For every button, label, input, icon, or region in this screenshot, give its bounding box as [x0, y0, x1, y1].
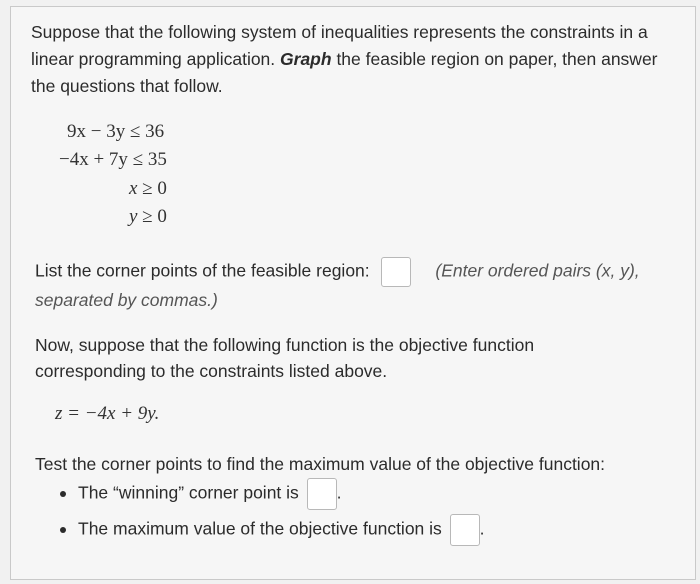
- winning-row: The “winning” corner point is .: [78, 478, 342, 510]
- constraint-3-lhs: x: [129, 178, 138, 199]
- corner-points-input[interactable]: [381, 257, 411, 287]
- objective-text-2: corresponding to the constraints listed above.: [35, 361, 388, 381]
- constraint-1-lhs: 9x − 3y: [67, 121, 126, 142]
- constraint-2-lhs: −4x + 7y: [59, 149, 128, 170]
- corner-points-hint-2: separated by commas.): [35, 290, 218, 310]
- winning-label: The “winning” corner point is: [78, 482, 299, 503]
- winning-point-input[interactable]: [307, 478, 337, 510]
- bullet-dot: [60, 491, 66, 497]
- max-value-input[interactable]: [450, 514, 480, 546]
- intro-graph-word: Graph: [280, 49, 332, 69]
- constraint-4-lhs: y: [129, 206, 138, 227]
- objective-formula: z = −4x + 9y.: [55, 403, 160, 424]
- max-value-label: The maximum value of the objective function is: [78, 518, 442, 539]
- constraint-1: [67, 121, 164, 143]
- objective-text-1: Now, suppose that the following function is the objective function: [35, 335, 535, 355]
- intro-part1: Suppose that the following system of inequalities represents the constraints in a linear programming application.: [31, 22, 648, 69]
- constraint-4-rel: ≥: [142, 206, 153, 227]
- constraint-3-rel: ≥: [142, 178, 153, 199]
- constraint-2: [59, 149, 167, 171]
- corner-points-row: [35, 257, 640, 287]
- test-prompt: Test the corner points to find the maximum value of the objective function:: [35, 454, 606, 474]
- constraint-3: [129, 178, 167, 200]
- bullet-dot: [60, 527, 66, 533]
- constraint-3-rhs: 0: [157, 178, 167, 199]
- constraint-2-rel: ≤: [132, 149, 144, 170]
- constraint-2-rhs: 35: [147, 149, 167, 170]
- constraint-4-rhs: 0: [157, 206, 167, 227]
- intro-part2: the feasible region on paper, then answer the questions that follow.: [31, 49, 658, 96]
- corner-points-label: List the corner points of the feasible region:: [35, 260, 370, 281]
- constraint-1-rel: ≤: [129, 121, 141, 142]
- corner-points-hint-1: (Enter ordered pairs (x, y),: [435, 260, 640, 281]
- constraint-1-rhs: 36: [145, 121, 165, 142]
- constraint-4: [129, 206, 167, 228]
- problem-intro: [31, 19, 681, 100]
- max-value-row: The maximum value of the objective function is .: [78, 514, 485, 546]
